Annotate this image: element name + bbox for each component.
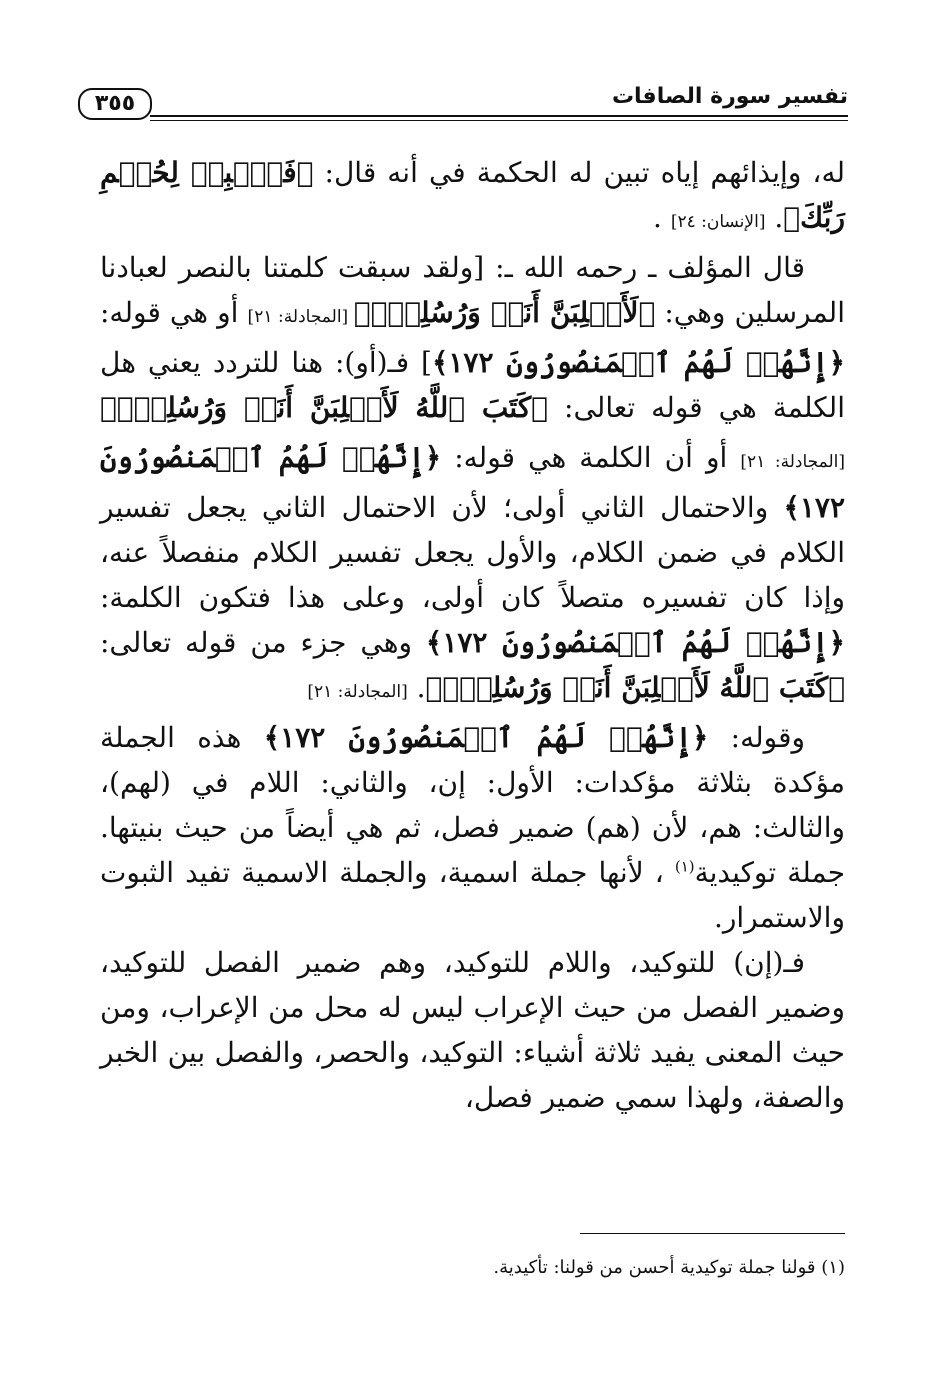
footnote-divider: [580, 1233, 845, 1234]
text: قال المؤلف ـ رحمه الله ـ: [ولقد سبقت كلمتنا بالنصر لعبادنا المرسلين وهي:: [100, 251, 845, 329]
verse-citation: [الإنسان: ٢٤]: [670, 212, 766, 232]
text: هذه الجملة مؤكدة بثلاثة مؤكدات: الأول: إن، والثاني: اللام في (لهم)، والثالث: هم، لأن (هم) ضمير فصل، ثم هي أيضاً من حيث بنيتها. جملة توكيدية: [100, 721, 846, 889]
paragraph-3: [100, 715, 845, 940]
quran-verse: ﴿إِنَّهُمۡ لَهُمُ ٱلۡمَنصُورُونَ ١٧٢﴾: [263, 721, 709, 754]
verse-citation: [المجادلة: ٢١]: [247, 307, 354, 327]
running-title: تفسير سورة الصافات: [611, 84, 848, 109]
text: والاحتمال الثاني أولى؛ لأن الاحتمال الثاني يجعل تفسير الكلام في ضمن الكلام، والأول يجعل تفسير الكلام منفصلاً عنه، وإذا كان تفسيره متصلاً كان أولى، وعلى هذا فتكون الكلمة:: [100, 491, 845, 614]
text: .: [407, 671, 426, 704]
header-rule-thick: [150, 115, 848, 117]
verse-citation: [المجادلة: ٢١]: [740, 452, 845, 472]
footnote-reference[interactable]: (١): [674, 857, 695, 876]
page-header: [78, 78, 848, 128]
quran-verse: ﴿إِنَّهُمۡ لَهُمُ ٱلۡمَنصُورُونَ ١٧٢﴾: [425, 626, 845, 659]
text: له، وإيذائهم إياه تبين له الحكمة في أنه قال:: [313, 156, 845, 189]
text: .: [765, 201, 784, 234]
paragraph-4: فـ(إن) للتوكيد، واللام للتوكيد، وهم ضمير الفصل للتوكيد، وضمير الفصل من حيث الإعراب ليس له محل من الإعراب، ومن حيث المعنى يفيد ثلاثة أشياء: التوكيد، والحصر، والفصل بين الخبر والصفة، ولهذا سمي ضمير فصل،: [100, 946, 845, 1114]
text: أو أن الكلمة هي قوله:: [441, 441, 741, 474]
paragraph-2: [100, 245, 845, 715]
text: أو هي قوله:: [100, 296, 248, 329]
text: ] فـ(أو): هنا للتردد يعني هل الكلمة هي قوله تعالى:: [100, 346, 845, 424]
footnote: (١) قولنا جملة توكيدية أحسن من قولنا: تأكيدية.: [493, 1257, 845, 1278]
quran-verse: ﴿كَتَبَ ٱللَّهُ لَأَغۡلِبَنَّ أَنَا۠ وَرُسُلِيٓۚ﴾: [100, 391, 548, 424]
paragraph-1: [100, 150, 845, 245]
header-rule-thin: [150, 120, 848, 121]
page-number: ٣٥٥: [78, 88, 152, 120]
text: ، لأنها جملة اسمية، والجملة الاسمية تفيد الثبوت والاستمرار.: [100, 856, 845, 934]
quran-verse: ﴿كَتَبَ ٱللَّهُ لَأَغۡلِبَنَّ أَنَا۠ وَرُسُلِيٓۚ﴾: [425, 671, 845, 704]
text: وقوله:: [708, 721, 805, 754]
quran-verse: ﴿لَأَغۡلِبَنَّ أَنَا۠ وَرُسُلِيٓۚ﴾: [353, 296, 656, 329]
quran-verse: ﴿إِنَّهُمۡ لَهُمُ ٱلۡمَنصُورُونَ ١٧٢﴾: [431, 346, 845, 379]
quran-verse: ﴿إِنَّهُمۡ لَهُمُ ٱلۡمَنصُورُونَ ١٧٢﴾: [100, 441, 845, 524]
quran-verse: ﴿فَٱصۡبِرۡ لِحُكۡمِ رَبِّكَ﴾: [100, 156, 845, 234]
text: .: [653, 201, 671, 234]
verse-citation: [المجادلة: ٢١]: [307, 682, 408, 702]
body-text: [100, 150, 845, 1120]
text: وهي جزء من قوله تعالى:: [100, 626, 426, 659]
